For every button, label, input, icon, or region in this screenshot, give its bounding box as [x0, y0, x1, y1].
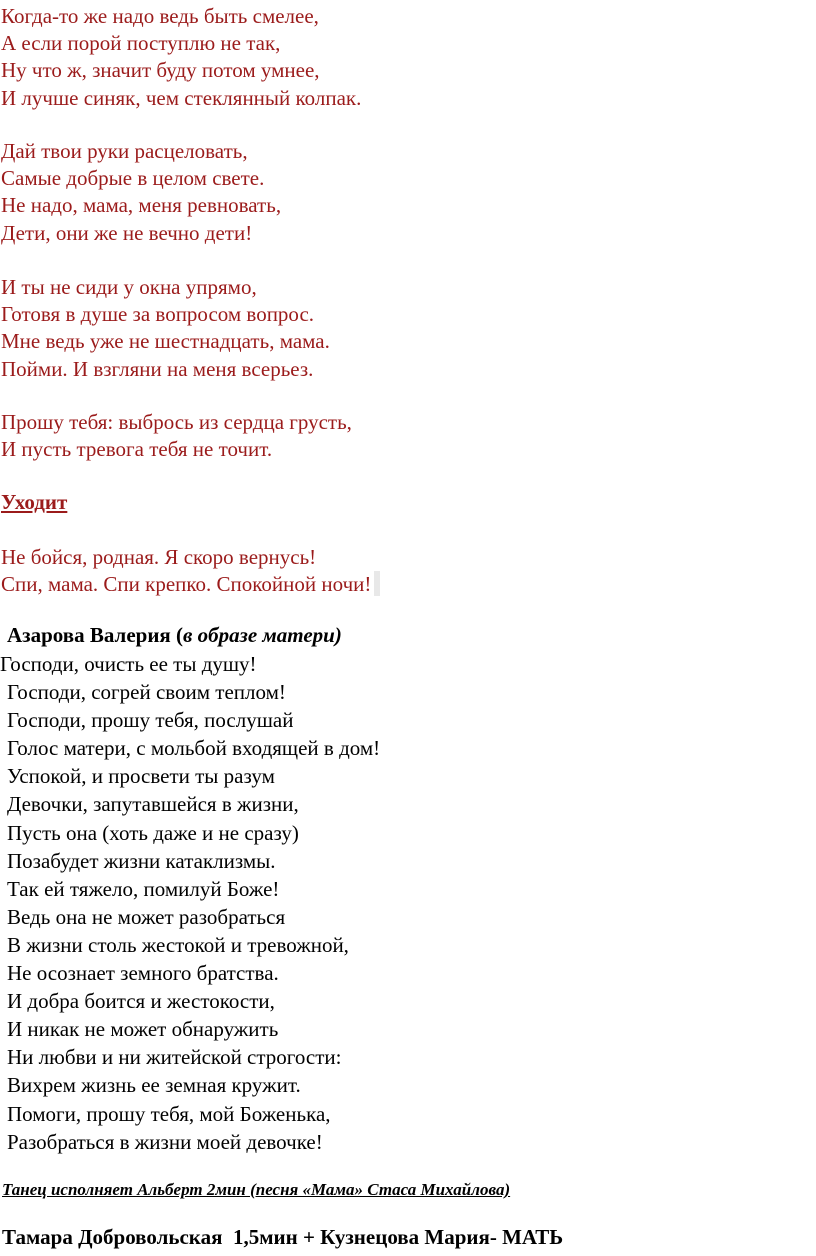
prayer-line: Позабудет жизни катаклизмы. — [7, 848, 276, 873]
speaker-name: Азарова Валерия ( — [7, 623, 184, 647]
prayer-verse — [0, 650, 380, 1156]
verse-line: Самые добрые в целом свете. — [1, 166, 265, 191]
verse-line: Прошу тебя: выбрось из сердца грусть, — [1, 410, 352, 434]
verse-line: И лучше синяк, чем стеклянный колпак. — [1, 85, 362, 110]
prayer-line: И добра боится и жестокости, — [7, 989, 275, 1014]
cast-line: Тамара Добровольская 1,5мин + Кузнецова Мария- МАТЬ — [2, 1225, 564, 1249]
verse-stanza-2 — [1, 138, 281, 247]
prayer-line: Ни любви и ни житейской строгости: — [7, 1045, 342, 1070]
verse-line: Мне ведь уже не шестнадцать, мама. — [1, 329, 330, 354]
prayer-line: Вихрем жизнь ее земная кружит. — [7, 1073, 301, 1098]
prayer-line: И никак не может обнаружить — [7, 1017, 279, 1042]
prayer-line: Ведь она не может разобраться — [7, 904, 286, 929]
verse-line: Дай твои руки расцеловать, — [1, 139, 248, 163]
speaker-heading — [7, 623, 342, 648]
verse-line: Не надо, мама, меня ревновать, — [1, 193, 282, 218]
verse-line: Ну что ж, значит буду потом умнее, — [1, 58, 320, 83]
verse-line: Когда-то же надо ведь быть смелее, — [1, 4, 319, 28]
prayer-line: Разобраться в жизни моей девочке! — [7, 1129, 323, 1154]
prayer-line: Не осознает земного братства. — [7, 961, 279, 986]
prayer-line: Господи, прошу тебя, послушай — [7, 708, 294, 733]
prayer-line: Девочки, запутавшейся в жизни, — [7, 792, 299, 817]
verse-line: Пойми. И взгляни на меня всерьез. — [1, 356, 314, 381]
prayer-line: Голос матери, с мольбой входящей в дом! — [7, 736, 381, 761]
verse-line: Дети, они же не вечно дети! — [1, 220, 253, 245]
verse-line: И пусть тревога тебя не точит. — [1, 437, 273, 462]
text-cursor-mark — [374, 571, 380, 596]
verse-line: Не бойся, родная. Я скоро вернусь! — [1, 545, 317, 569]
stage-direction-heading: Уходит — [1, 490, 68, 514]
prayer-line: Помоги, прошу тебя, мой Боженька, — [7, 1101, 331, 1126]
prayer-line: Успокой, и просвети ты разум — [7, 764, 275, 789]
verse-line: Готовя в душе за вопросом вопрос. — [1, 302, 315, 327]
prayer-line: Так ей тяжело, помилуй Боже! — [7, 876, 280, 901]
speaker-role: в образе матери) — [183, 623, 342, 647]
farewell-lines — [1, 544, 380, 598]
verse-stanza-3 — [1, 274, 330, 383]
verse-line — [1, 571, 380, 598]
verse-stanza-1 — [1, 3, 361, 112]
verse-line-text: Спи, мама. Спи крепко. Спокойной ночи! — [1, 572, 372, 597]
verse-line: А если порой поступлю не так, — [1, 31, 281, 56]
verse-stanza-4 — [1, 409, 352, 463]
verse-line: И ты не сиди у окна упрямо, — [1, 275, 257, 299]
prayer-line: В жизни столь жестокой и тревожной, — [7, 932, 349, 957]
prayer-line: Господи, согрей своим теплом! — [7, 680, 286, 705]
prayer-line: Пусть она (хоть даже и не сразу) — [7, 820, 299, 845]
prayer-line: Господи, очисть ее ты душу! — [0, 652, 257, 676]
dance-note: Танец исполняет Альберт 2мин (песня «Мама» Стаса Михайлова) — [2, 1180, 511, 1199]
